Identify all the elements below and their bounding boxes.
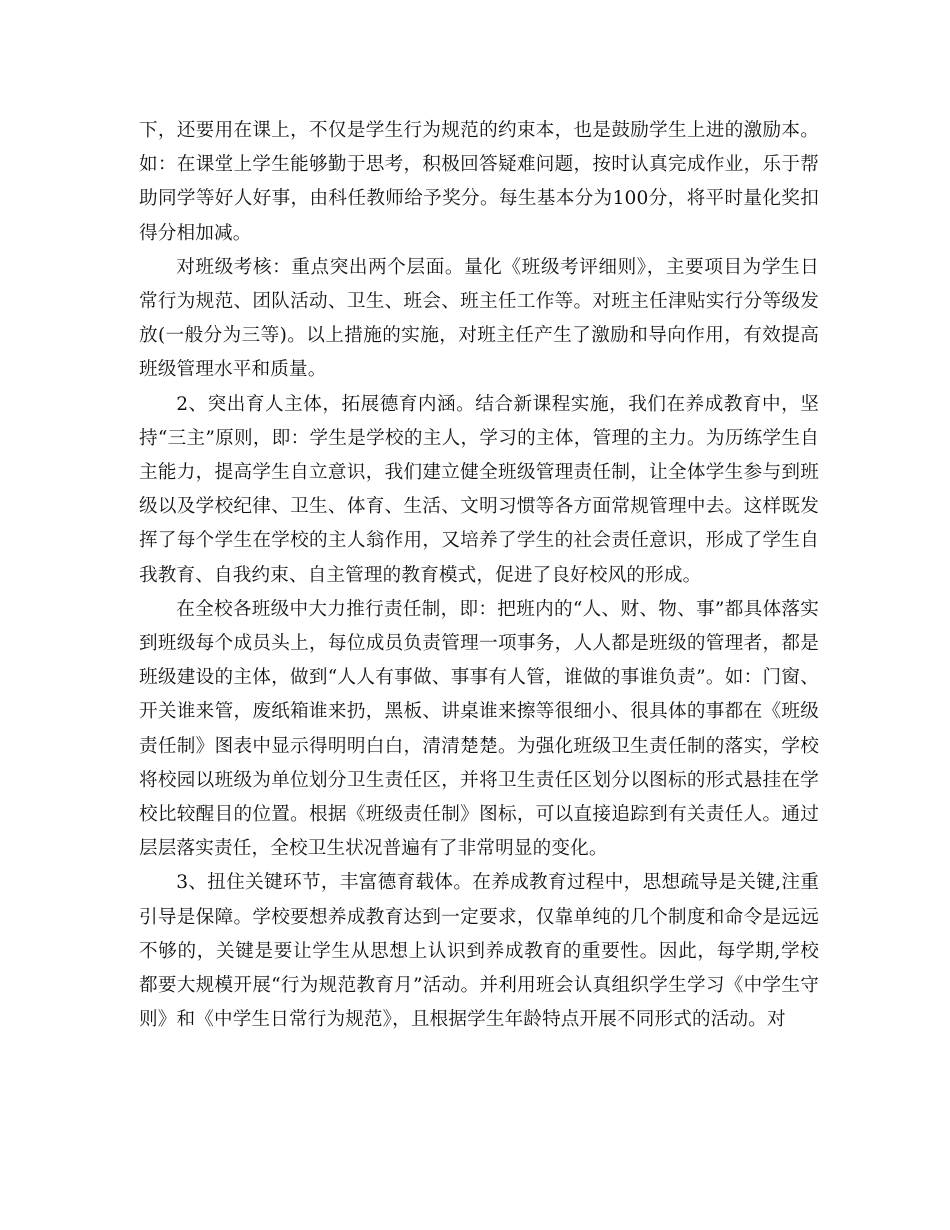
paragraph-responsibility-system: 在全校各班级中大力推行责任制，即：把班内的“人、财、物、事”都具体落实到班级每个成员头上，每位成员负责管理一项事务，人人都是班级的管理者，都是班级建设的主体，做到“人人有事做、事事有人管，谁做的事谁负责”。如：门窗、开关谁来管，废纸箱谁来扔，黑板、讲桌谁来擦等很细小、很具体的事都在《班级责任制》图表中显示得明明白白，清清楚楚。为强化班级卫生责任制的落实，学校将校园以班级为单位划分卫生责任区，并将卫生责任区划分以图标的形式悬挂在学校比较醒目的位置。根据《班级责任制》图标，可以直接追踪到有关责任人。通过层层落实责任，全校卫生状况普遍有了非常明显的变化。 [139, 598, 819, 860]
paragraph-class-assessment: 对班级考核：重点突出两个层面。量化《班级考评细则》，主要项目为学生日常行为规范、团队活动、卫生、班会、班主任工作等。对班主任津贴实行分等级发放(一般分为三等)。以上措施的实施，对班主任产生了激励和导向作用，有效提高班级管理水平和质量。 [139, 256, 819, 381]
paragraph-key-links: 3、扭住关键环节，丰富德育载体。在养成教育过程中，思想疏导是关键,注重引导是保障。学校要想养成教育达到一定要求，仅靠单纯的几个制度和命令是远远不够的，关键是要让学生从思想上认识到养成教育的重要性。因此，每学期,学校都要大规模开展“行为规范教育月”活动。并利用班会认真组织学生学习《中学生守则》和《中学生日常行为规范》，且根据学生年龄特点开展不同形式的活动。对 [139, 872, 819, 1031]
paragraph-continuation: 下，还要用在课上，不仅是学生行为规范的约束本，也是鼓励学生上进的激励本。如：在课堂上学生能够勤于思考，积极回答疑难问题，按时认真完成作业，乐于帮助同学等好人好事，由科任教师给予奖分。每生基本分为100分，将平时量化奖扣得分相加减。 [139, 120, 819, 244]
document-body [139, 114, 819, 1037]
paragraph-education-subject: 2、突出育人主体，拓展德育内涵。结合新课程实施，我们在养成教育中，坚持“三主”原则，即：学生是学校的主人，学习的主体，管理的主力。为历练学生自主能力，提高学生自立意识，我们建立健全班级管理责任制，让全体学生参与到班级以及学校纪律、卫生、体育、生活、文明习惯等各方面常规管理中去。这样既发挥了每个学生在学校的主人翁作用，又培养了学生的社会责任意识，形成了学生自我教育、自我约束、自主管理的教育模式，促进了良好校风的形成。 [139, 393, 819, 586]
